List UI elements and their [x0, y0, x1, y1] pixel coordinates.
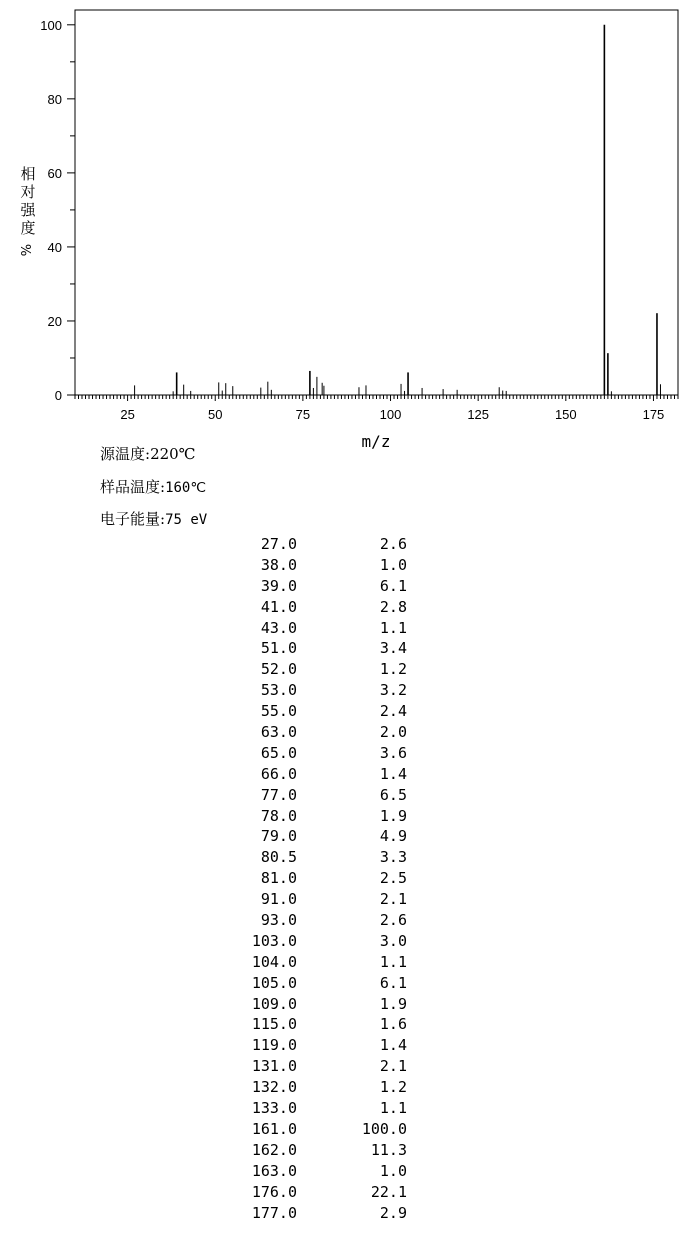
table-row [200, 910, 420, 931]
table-row [200, 638, 420, 659]
table-row [200, 659, 420, 680]
mz-value: 43.0 [260, 618, 297, 637]
abundance-value: 1.9 [379, 994, 407, 1013]
sample-temperature-label: 样品温度: [100, 478, 166, 496]
abundance-value: 1.4 [379, 764, 407, 783]
table-row [200, 576, 420, 597]
sample-temperature [100, 476, 206, 497]
table-row [200, 1014, 420, 1035]
mz-value: 93.0 [260, 911, 297, 930]
table-row [200, 743, 420, 764]
abundance-value: 1.1 [379, 618, 407, 637]
abundance-value: 1.2 [379, 1078, 407, 1097]
abundance-value: 1.0 [379, 1161, 407, 1180]
source-temperature-value: 220℃ [150, 445, 196, 463]
mz-value: 91.0 [260, 890, 297, 909]
table-row [200, 1203, 420, 1224]
table-row [200, 889, 420, 910]
mz-value: 80.5 [260, 848, 297, 867]
abundance-value: 100.0 [361, 1119, 407, 1138]
x-tick-label: 175 [642, 407, 665, 422]
abundance-value: 2.1 [379, 1057, 407, 1076]
abundance-value: 3.2 [379, 681, 407, 700]
y-axis-label [18, 165, 38, 259]
electron-energy-label: 电子能量: [100, 510, 166, 528]
abundance-value: 3.3 [379, 848, 407, 867]
mz-value: 51.0 [260, 639, 297, 658]
electron-energy-value: 75 eV [165, 512, 208, 528]
x-tick-label: 50 [207, 407, 223, 422]
y-tick-label: 40 [47, 239, 62, 255]
mz-value: 66.0 [260, 764, 297, 783]
table-row [200, 931, 420, 952]
abundance-value: 1.2 [379, 660, 407, 679]
y-tick-label: 20 [47, 313, 62, 329]
table-row [200, 826, 420, 847]
table-row [200, 1077, 420, 1098]
abundance-value: 3.0 [379, 931, 407, 950]
mz-value: 177.0 [251, 1203, 297, 1222]
table-row [200, 618, 420, 639]
y-axis-unit: % [20, 243, 35, 257]
abundance-value: 2.9 [379, 1203, 407, 1222]
x-tick-label: 125 [467, 407, 490, 422]
table-row [200, 1119, 420, 1140]
mz-value: 77.0 [260, 785, 297, 804]
abundance-value: 2.6 [379, 535, 407, 553]
y-tick-label: 60 [47, 165, 62, 181]
abundance-value: 2.8 [379, 597, 407, 616]
peak-table [200, 534, 420, 1223]
mz-value: 161.0 [251, 1119, 297, 1138]
abundance-value: 2.4 [379, 702, 407, 721]
y-tick-label: 0 [54, 388, 62, 403]
abundance-value: 22.1 [370, 1182, 407, 1201]
peak-bars [135, 25, 661, 395]
abundance-value: 3.4 [379, 639, 407, 658]
y-tick-label: 80 [47, 91, 62, 107]
axes [40, 10, 678, 422]
table-row [200, 785, 420, 806]
abundance-value: 1.4 [379, 1036, 407, 1055]
table-row [200, 994, 420, 1015]
abundance-value: 2.1 [379, 890, 407, 909]
x-tick-label: 100 [379, 407, 402, 422]
x-axis-label: m/z [361, 432, 391, 451]
mz-value: 162.0 [251, 1140, 297, 1159]
abundance-value: 6.1 [379, 973, 407, 992]
mz-value: 79.0 [260, 827, 297, 846]
x-tick-label: 25 [120, 407, 135, 422]
mz-value: 119.0 [251, 1036, 297, 1055]
source-temperature-label: 源温度: [100, 445, 151, 463]
mz-value: 104.0 [251, 952, 297, 971]
sample-temperature-value: 160℃ [165, 480, 207, 496]
mz-value: 53.0 [260, 681, 297, 700]
table-row [200, 1098, 420, 1119]
abundance-value: 2.5 [379, 869, 407, 888]
mz-value: 38.0 [260, 555, 297, 574]
mz-value: 131.0 [251, 1057, 297, 1076]
abundance-value: 1.1 [379, 952, 407, 971]
abundance-value: 1.9 [379, 806, 407, 825]
source-temperature [100, 443, 195, 464]
abundance-value: 1.0 [379, 555, 407, 574]
abundance-value: 11.3 [370, 1140, 407, 1159]
mz-value: 109.0 [251, 994, 297, 1013]
mz-value: 78.0 [260, 806, 297, 825]
electron-energy [100, 508, 207, 529]
mz-value: 81.0 [260, 869, 297, 888]
table-row [200, 1035, 420, 1056]
table-row [200, 868, 420, 889]
abundance-value: 4.9 [379, 827, 407, 846]
abundance-value: 2.0 [379, 723, 407, 742]
abundance-value: 2.6 [379, 911, 407, 930]
table-row [200, 555, 420, 576]
table-row [200, 1161, 420, 1182]
y-axis-label-text: 相对强度 [20, 165, 36, 237]
mz-value: 176.0 [251, 1182, 297, 1201]
mz-value: 52.0 [260, 660, 297, 679]
table-row [200, 680, 420, 701]
mz-value: 103.0 [251, 931, 297, 950]
table-row [200, 1182, 420, 1203]
x-tick-label: 75 [295, 407, 311, 422]
table-row [200, 1140, 420, 1161]
table-row [200, 597, 420, 618]
plot-frame [75, 10, 678, 395]
table-row [200, 1056, 420, 1077]
mz-value: 133.0 [251, 1099, 297, 1118]
mz-value: 115.0 [251, 1015, 297, 1034]
table-row [200, 847, 420, 868]
table-row [200, 701, 420, 722]
abundance-value: 3.6 [379, 743, 407, 762]
mz-value: 55.0 [260, 702, 297, 721]
mz-value: 27.0 [260, 535, 297, 553]
mz-value: 39.0 [260, 576, 297, 595]
table-row [200, 722, 420, 743]
table-row [200, 806, 420, 827]
mz-value: 63.0 [260, 723, 297, 742]
abundance-value: 1.1 [379, 1099, 407, 1118]
table-row [200, 952, 420, 973]
mz-value: 41.0 [260, 597, 297, 616]
table-row [200, 764, 420, 785]
y-tick-label: 100 [40, 17, 62, 33]
x-tick-label: 150 [554, 407, 577, 422]
mz-value: 65.0 [260, 743, 297, 762]
table-row [200, 534, 420, 555]
table-row [200, 973, 420, 994]
mz-value: 105.0 [251, 973, 297, 992]
abundance-value: 6.1 [379, 576, 407, 595]
mz-value: 163.0 [251, 1161, 297, 1180]
mass-spectrum-chart [0, 0, 680, 460]
abundance-value: 6.5 [379, 785, 407, 804]
mz-value: 132.0 [251, 1078, 297, 1097]
abundance-value: 1.6 [379, 1015, 407, 1034]
